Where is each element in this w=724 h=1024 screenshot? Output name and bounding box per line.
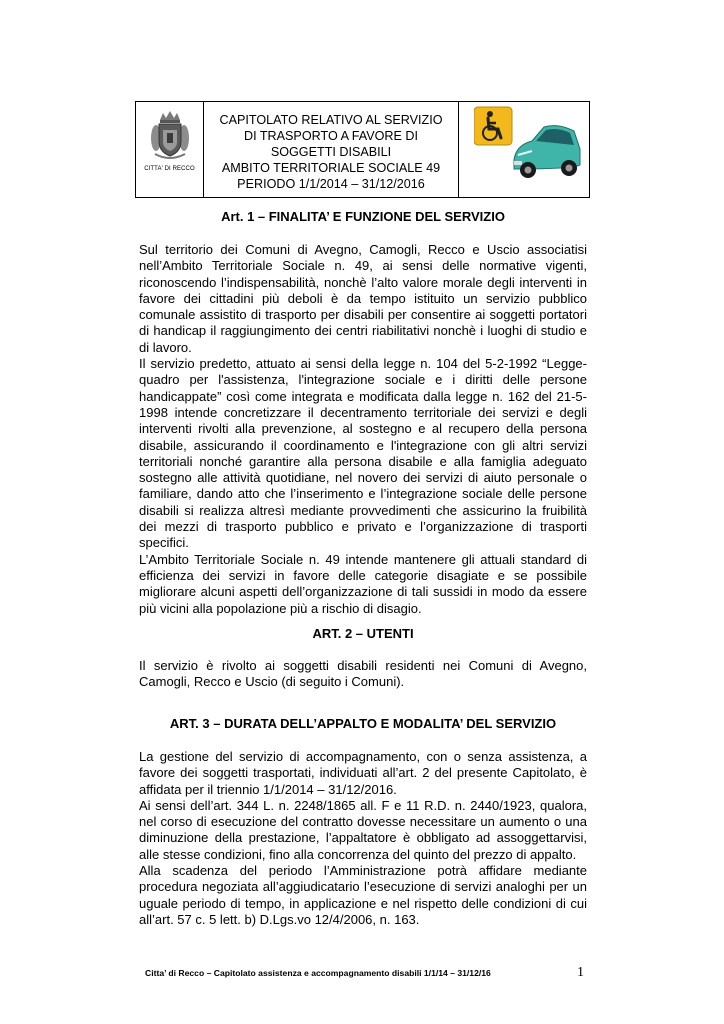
art3-body <box>139 749 587 928</box>
paragraph: La gestione del servizio di accompagnamento, con o senza assistenza, a favore dei soggetti trasportati, individuati all’art. 2 del presente Capitolato, è affidata per il triennio 1/1/2014 – 31/12/2016. <box>139 749 587 797</box>
art1-body <box>139 242 587 617</box>
paragraph: Il servizio è rivolto ai soggetti disabili residenti nei Comuni di Avegno, Camogli, Recco e Uscio (di seguito i Comuni). <box>139 658 587 690</box>
title-line: SOGGETTI DISABILI <box>270 144 392 159</box>
city-crest-icon <box>151 108 189 160</box>
title-cell <box>204 102 459 197</box>
title-line: DI TRASPORTO A FAVORE DI <box>243 128 419 143</box>
title-line: CAPITOLATO RELATIVO AL SERVIZIO <box>219 112 443 127</box>
paragraph: Alla scadenza del periodo l’Amministrazione potrà affidare mediante procedura negoziata all’aggiudicatario l’esecuzione di servizi analoghi per un uguale periodo di tempo, in applicazione e nel rispetto delle condizioni di cui all’art. 57 c. 5 lett. b) D.Lgs.vo 12/4/2006, n. 163. <box>139 863 587 927</box>
page-footer: Citta’ di Recco – Capitolato assistenza e accompagnamento disabili 1/1/14 – 31/12/16 <box>145 968 491 978</box>
document-title <box>219 112 442 192</box>
paragraph: L’Ambito Territoriale Sociale n. 49 intende mantenere gli attuali standard di efficienza dei servizi in favore delle categorie disagiate e se possibile migliorare alcuni aspetti dell’organizzazione di tali sussidi in modo da essere più vicini alla popolazione più a rischio di disagio. <box>139 551 587 616</box>
paragraph: Il servizio predetto, attuato ai sensi della legge n. 104 del 5-2-1992 “Legge-quadro per l'assistenza, l'integrazione sociale e i diritti delle persone handicappate” così come integrata e modificata dalla legge n. 162 del 21-5-1998 intende concretizzare il decentramento territoriale dei servizi e degli interventi rivolti alla prevenzione, al sostegno e al recupero della persona disabile, assicurando il coordinamento e l'integrazione con gli altri servizi territoriali nonché garantire alla persona disabile e alla famiglia adeguato sostegno alle attività quotidiane, nel novero dei servizi di aiuto personale o familiare, dando atto che l’inserimento e l’integrazione sociale delle persone disabili si realizza altresì mediante provvedimenti che assicurino la fruibilità dei mezzi di trasporto pubblico e privato e l’organizzazione di trasporti specifici. <box>139 356 587 551</box>
paragraph: Sul territorio dei Comuni di Avegno, Camogli, Recco e Uscio associatisi nell’Ambito Territoriale Sociale n. 49, ai sensi delle normative vigenti, riconoscendo l’indispensabilità, nonchè l’alto valore morale degli interventi in favore dei cittadini più deboli è da tempo istituito un servizio pubblico comunale assistito di trasporto per disabili per consentire ai soggetti portatori di handicap il raggiungimento dei centri riabilitativi nonchè i luoghi di studio e di lavoro. <box>139 242 587 355</box>
image-cell <box>459 102 589 197</box>
page-number: 1 <box>577 965 584 980</box>
document-header <box>135 101 590 198</box>
art2-heading: ART. 2 – UTENTI <box>312 626 414 641</box>
art2-body <box>139 658 587 691</box>
art3-heading: ART. 3 – DURATA DELL’APPALTO E MODALITA’ DEL SERVIZIO <box>169 716 557 731</box>
title-line: PERIODO 1/1/2014 – 31/12/2016 <box>237 176 425 191</box>
art1-heading: Art. 1 – FINALITA’ E FUNZIONE DEL SERVIZIO <box>221 209 505 224</box>
paragraph: Ai sensi dell’art. 344 L. n. 2248/1865 all. F e 11 R.D. n. 2440/1923, qualora, nel corso di esecuzione del contratto dovesse necessitare un aumento o una diminuzione della prestazione, l’appaltatore è obbligato ad assoggettarvisi, alle stesse condizioni, fino alla concorrenza del quinto del prezzo di appalto. <box>139 797 587 862</box>
wheelchair-car-icon <box>474 105 582 195</box>
city-label: CITTA' DI RECCO <box>144 166 195 172</box>
title-line: AMBITO TERRITORIALE SOCIALE 49 <box>221 160 441 175</box>
logo-cell <box>136 102 204 197</box>
